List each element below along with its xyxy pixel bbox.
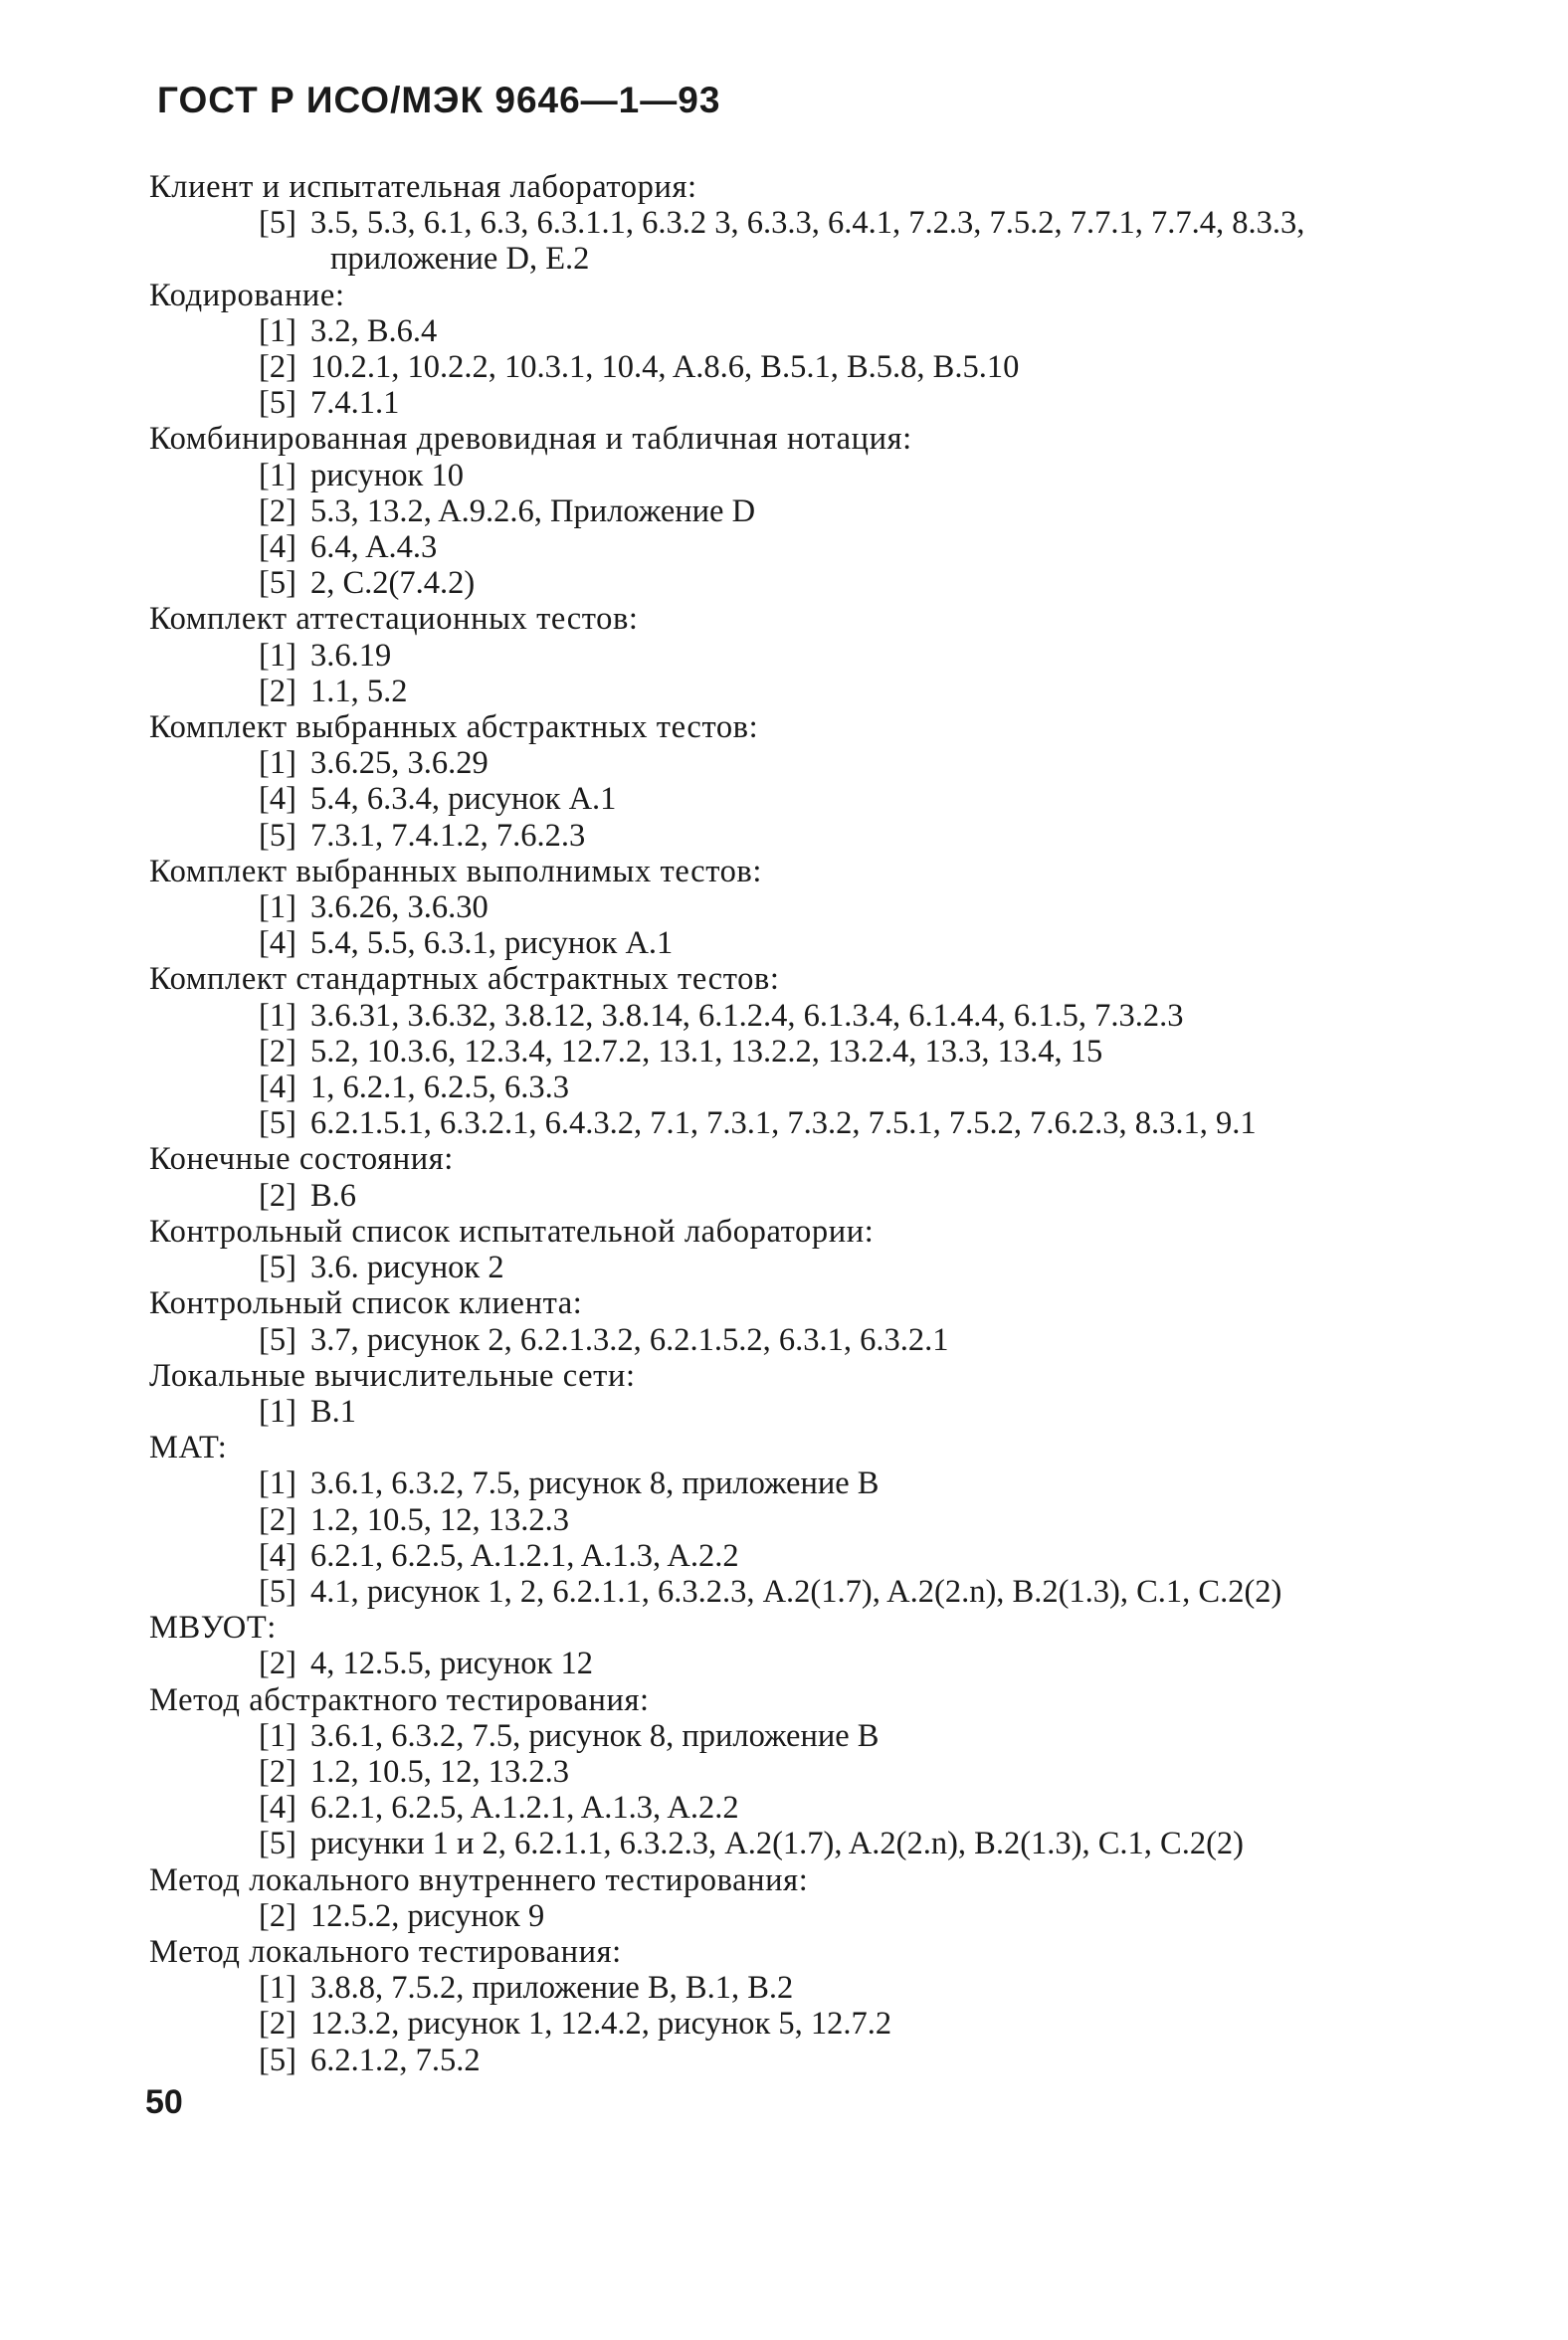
reference-source: [2] [259,1177,296,1214]
reference-text: 12.3.2, рисунок 1, 12.4.2, рисунок 5, 12.7.2 [310,2006,892,2043]
index-term: Метод абстрактного тестирования: [149,1681,650,1718]
reference-source: [5] [259,1826,296,1862]
reference-source: [5] [259,1321,296,1358]
reference-source: [5] [259,205,296,242]
reference-source: [5] [259,385,296,422]
reference-text: 4, 12.5.5, рисунок 12 [310,1646,593,1682]
reference-source: [5] [259,1250,296,1286]
index-reference [149,1250,1552,1285]
index-reference [149,674,1552,709]
reference-source: [4] [259,925,296,962]
reference-text: 3.7, рисунок 2, 6.2.1.3.2, 6.2.1.5.2, 6.3.1, 6.3.2.1 [310,1321,949,1358]
index-reference [149,818,1552,854]
page-header: ГОСТ Р ИСО/МЭК 9646—1—93 [157,80,721,120]
reference-text: 3.6.26, 3.6.30 [310,889,489,926]
reference-text: 5.4, 6.3.4, рисунок A.1 [310,781,617,818]
reference-source: [2] [259,1033,296,1070]
reference-text: 3.5, 5.3, 6.1, 6.3, 6.3.1.1, 6.3.2 3, 6.3.3, 6.4.1, 7.2.3, 7.5.2, 7.7.1, 7.7.4, 8.3.3, [310,205,1305,242]
index-reference [149,1502,1552,1538]
reference-source: [1] [259,1717,296,1754]
reference-text: 5.2, 10.3.6, 12.3.4, 12.7.2, 13.1, 13.2.2, 13.2.4, 13.3, 13.4, 15 [310,1033,1103,1070]
index-reference [149,781,1552,817]
reference-continuation: приложение D, E.2 [330,241,590,278]
reference-text: 3.6. рисунок 2 [310,1250,504,1286]
reference-source: [5] [259,1573,296,1610]
reference-text: 3.8.8, 7.5.2, приложение B, B.1, B.2 [310,1970,794,2007]
reference-text: 1, 6.2.1, 6.2.5, 6.3.3 [310,1070,569,1106]
reference-source: [5] [259,817,296,854]
index-list [149,169,1552,2078]
index-reference [149,2006,1552,2042]
reference-source: [1] [259,1465,296,1502]
reference-text: 7.3.1, 7.4.1.2, 7.6.2.3 [310,817,586,854]
reference-text: 3.6.1, 6.3.2, 7.5, рисунок 8, приложение B [310,1465,880,1502]
index-reference [149,889,1552,925]
reference-text: 1.2, 10.5, 12, 13.2.3 [310,1753,569,1790]
reference-text: 1.1, 5.2 [310,673,408,709]
index-term: Метод локального тестирования: [149,1933,622,1970]
index-reference [149,1034,1552,1070]
reference-source: [1] [259,889,296,926]
page-number: 50 [145,2083,183,2121]
reference-source: [2] [259,1897,296,1934]
index-reference [149,493,1552,529]
index-term: Кодирование: [149,277,345,313]
reference-text: 7.4.1.1 [310,385,400,422]
index-reference [149,385,1552,421]
reference-text: 12.5.2, рисунок 9 [310,1897,545,1934]
index-reference [149,1970,1552,2006]
index-reference [149,205,1552,241]
index-reference [149,1070,1552,1105]
index-term: Комплект выбранных абстрактных тестов: [149,709,759,746]
index-reference [149,1574,1552,1610]
index-reference [149,1538,1552,1574]
reference-text: 3.6.1, 6.3.2, 7.5, рисунок 8, приложение B [310,1717,880,1754]
index-reference [149,745,1552,781]
reference-source: [1] [259,1970,296,2007]
reference-text: 3.6.25, 3.6.29 [310,745,489,782]
index-reference [149,1465,1552,1501]
index-term: Конечные состояния: [149,1141,454,1178]
index-reference [149,638,1552,674]
reference-source: [2] [259,673,296,709]
reference-source: [4] [259,1070,296,1106]
reference-source: [4] [259,529,296,566]
index-term: Комплект стандартных абстрактных тестов: [149,961,780,998]
reference-source: [4] [259,1537,296,1574]
index-term: MAT: [149,1430,228,1466]
reference-text: B.6 [310,1177,357,1214]
reference-source: [5] [259,2042,296,2078]
index-reference [149,565,1552,601]
index-term: Клиент и испытательная лаборатория: [149,169,697,205]
index-reference [149,1646,1552,1681]
reference-source: [5] [259,1105,296,1142]
reference-text: рисунки 1 и 2, 6.2.1.1, 6.3.2.3, A.2(1.7), A.2(2.n), B.2(1.3), C.1, C.2(2) [310,1826,1244,1862]
index-reference [149,1394,1552,1430]
index-reference [149,1178,1552,1214]
index-term: Комбинированная древовидная и табличная нотация: [149,421,912,458]
index-reference [149,349,1552,385]
index-reference [149,1105,1552,1141]
index-reference [149,529,1552,565]
index-reference [149,998,1552,1034]
reference-text: 5.3, 13.2, A.9.2.6, Приложение D [310,492,756,529]
reference-text: 4.1, рисунок 1, 2, 6.2.1.1, 6.3.2.3, A.2(1.7), A.2(2.n), B.2(1.3), C.1, C.2(2) [310,1573,1282,1610]
reference-source: [2] [259,1753,296,1790]
index-reference [149,1322,1552,1358]
reference-source: [4] [259,1790,296,1827]
reference-source: [1] [259,312,296,349]
reference-source: [5] [259,565,296,602]
index-term: Комплект аттестационных тестов: [149,601,639,638]
reference-text: 3.6.19 [310,637,392,674]
reference-source: [1] [259,997,296,1034]
reference-source: [1] [259,1393,296,1430]
index-term: Локальные вычислительные сети: [149,1357,636,1394]
index-term: Контрольный список клиента: [149,1285,583,1322]
reference-source: [1] [259,745,296,782]
index-reference [149,925,1552,961]
reference-source: [2] [259,1501,296,1538]
index-reference [149,1898,1552,1934]
reference-text: 3.6.31, 3.6.32, 3.8.12, 3.8.14, 6.1.2.4, 6.1.3.4, 6.1.4.4, 6.1.5, 7.3.2.3 [310,997,1184,1034]
index-term: Комплект выбранных выполнимых тестов: [149,853,763,889]
index-reference [149,1826,1552,1861]
reference-source: [2] [259,492,296,529]
index-reference [149,1790,1552,1826]
reference-source: [2] [259,349,296,386]
reference-source: [4] [259,781,296,818]
reference-text: 6.4, A.4.3 [310,529,438,566]
reference-text: 3.2, B.6.4 [310,312,438,349]
reference-text: 6.2.1.2, 7.5.2 [310,2042,481,2078]
reference-text: 10.2.1, 10.2.2, 10.3.1, 10.4, A.8.6, B.5.1, B.5.8, B.5.10 [310,349,1020,386]
index-term: Метод локального внутреннего тестирования: [149,1861,809,1898]
reference-text: 5.4, 5.5, 6.3.1, рисунок A.1 [310,925,674,962]
index-reference [149,2043,1552,2078]
index-term: MBУОТ: [149,1610,277,1647]
reference-source: [2] [259,2006,296,2043]
reference-source: [1] [259,457,296,493]
reference-text: B.1 [310,1393,357,1430]
reference-text: 6.2.1, 6.2.5, A.1.2.1, A.1.3, A.2.2 [310,1790,739,1827]
reference-text: 2, C.2(7.4.2) [310,565,476,602]
index-term: Контрольный список испытательной лаборатории: [149,1213,875,1250]
index-reference [149,1718,1552,1754]
index-reference [149,1754,1552,1790]
reference-text: 1.2, 10.5, 12, 13.2.3 [310,1501,569,1538]
reference-text: 6.2.1.5.1, 6.3.2.1, 6.4.3.2, 7.1, 7.3.1, 7.3.2, 7.5.1, 7.5.2, 7.6.2.3, 8.3.1, 9.1 [310,1105,1257,1142]
reference-text: 6.2.1, 6.2.5, A.1.2.1, A.1.3, A.2.2 [310,1537,739,1574]
index-reference [149,313,1552,349]
reference-source: [1] [259,637,296,674]
index-reference [149,458,1552,493]
reference-source: [2] [259,1646,296,1682]
reference-text: рисунок 10 [310,457,464,493]
